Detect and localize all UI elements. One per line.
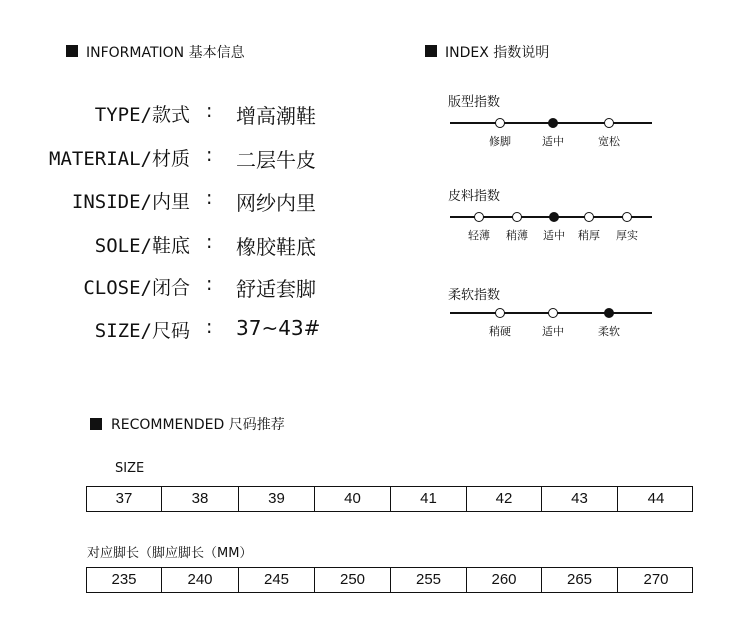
length-table-row [86,567,693,593]
index-dot [604,118,614,128]
index-dot-selected [548,118,558,128]
length-cell: 255 [391,568,467,592]
size-cell: 38 [162,487,239,511]
size-cell: 41 [391,487,467,511]
information-label-box [0,231,190,261]
index-dot-selected [604,308,614,318]
index-dot-label: 适中 [543,229,565,242]
index-dot-label: 宽松 [598,135,620,148]
information-label: SIZE/尺码 [94,320,190,342]
information-value: 橡胶鞋底 [236,235,316,259]
information-value: 37~43# [236,316,321,340]
index-dot [584,212,594,222]
index-dot-label: 适中 [542,325,564,338]
size-cell: 42 [467,487,542,511]
length-cell: 245 [239,568,315,592]
index-title: INDEX 指数说明 [445,45,550,61]
index-dot [512,212,522,222]
information-label-box [0,144,190,174]
index-dot [495,308,505,318]
index-dot-label: 修脚 [489,135,511,148]
index-dot-label: 稍厚 [578,229,600,242]
information-row [0,316,750,346]
length-cell: 265 [542,568,618,592]
information-value: 二层牛皮 [236,148,316,172]
index-scale-title: 柔软指数 [448,288,501,303]
length-cell: 240 [162,568,239,592]
information-label-box [0,100,190,130]
size-cell: 40 [315,487,391,511]
information-colon: : [206,231,213,253]
information-row [0,187,750,217]
information-value: 增高潮鞋 [236,104,316,128]
information-row [0,144,750,174]
information-colon: : [206,100,213,122]
information-row [0,273,750,303]
index-dot-label: 轻薄 [468,229,490,242]
information-colon: : [206,316,213,338]
index-dot-label: 稍硬 [489,325,511,338]
length-cell: 250 [315,568,391,592]
recommended-title: RECOMMENDED 尺码推荐 [111,417,285,433]
index-dot [548,308,558,318]
length-cell: 235 [87,568,162,592]
size-caption: SIZE [115,461,145,476]
information-label: MATERIAL/材质 [49,148,190,170]
size-cell: 37 [87,487,162,511]
recommended-square-icon [90,418,102,430]
index-dot [474,212,484,222]
length-cell: 260 [467,568,542,592]
information-row [0,100,750,130]
information-title: INFORMATION 基本信息 [86,45,245,61]
information-label: CLOSE/闭合 [83,277,190,299]
size-table-row [86,486,693,512]
information-label: TYPE/款式 [94,104,190,126]
information-colon: : [206,144,213,166]
index-dot-selected [549,212,559,222]
index-dot-label: 柔软 [598,325,620,338]
information-value: 网纱内里 [236,191,316,215]
index-dot-label: 厚实 [616,229,638,242]
length-caption: 对应脚长（脚应脚长（MM） [87,546,253,561]
index-dot-label: 适中 [542,135,564,148]
information-label-box [0,187,190,217]
information-colon: : [206,187,213,209]
index-scale-title: 版型指数 [448,95,501,110]
information-value: 舒适套脚 [236,277,316,301]
information-label: SOLE/鞋底 [94,235,190,257]
index-dot-label: 稍薄 [506,229,528,242]
size-cell: 44 [647,490,665,507]
length-cell: 270 [643,571,669,588]
information-label-box [0,316,190,346]
index-square-icon [425,45,437,57]
information-label: INSIDE/内里 [71,191,190,213]
information-label-box [0,273,190,303]
index-dot [495,118,505,128]
index-scale-title: 皮料指数 [448,189,501,204]
information-colon: : [206,273,213,295]
index-dot [622,212,632,222]
size-cell: 39 [239,487,315,511]
size-cell: 43 [542,487,618,511]
information-square-icon [66,45,78,57]
